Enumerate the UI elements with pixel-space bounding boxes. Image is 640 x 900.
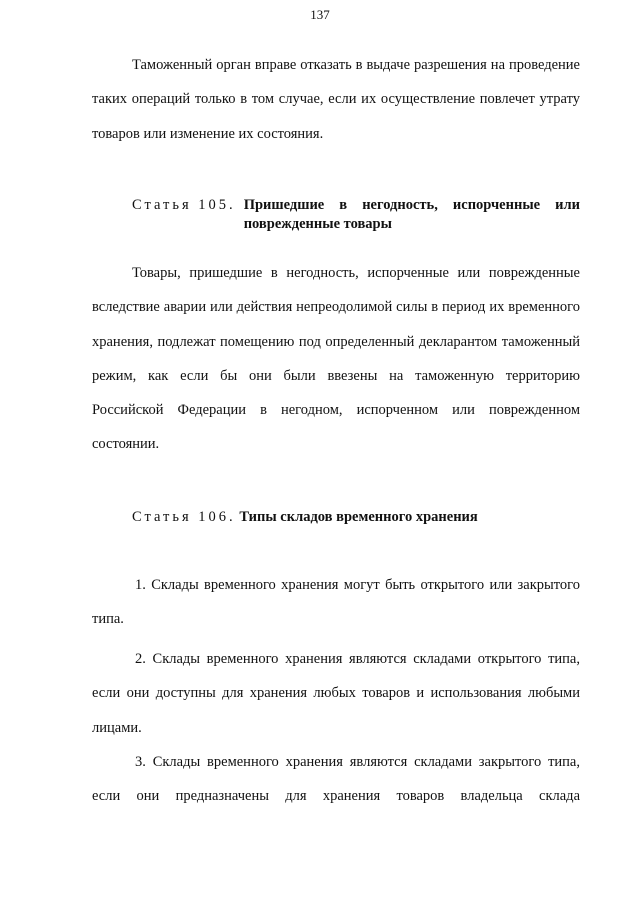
intro-paragraph: Таможенный орган вправе отказать в выдаче разрешения на проведение таких операций только в том случае, если их осуществление повлечет утрату товаров или изменение их состояния.: [92, 57, 580, 142]
article-106-item-1: 1. Склады временного хранения могут быть открытого или закрытого типа.: [92, 577, 580, 628]
article-105-heading: [132, 196, 580, 234]
article-105-title: [244, 196, 580, 234]
article-105-paragraph: Товары, пришедшие в негодность, испорченные или поврежденные вследствие аварии или действия непреодолимой силы в период их временного хранения, подлежат помещению под определенный декларантом таможенный режим, как если бы они были ввезены на таможенную территорию Российской Федерации в негодном, испорченном или поврежденном состоянии.: [92, 265, 580, 453]
article-106-prefix: Статья 106.: [132, 509, 236, 525]
article-106-title: Типы складов временного хранения: [239, 509, 478, 525]
article-105-title-line1: Пришедшие в негодность, испорченные или: [243, 197, 580, 213]
article-106-heading: [132, 508, 580, 527]
article-106-item-2: 2. Склады временного хранения являются складами открытого типа, если они доступны для хранения любых товаров и использования любыми лицами.: [92, 651, 580, 736]
article-106-item-3: 3. Склады временного хранения являются складами закрытого типа, если они предназначены для хранения товаров владельца склада: [92, 754, 580, 805]
article-105-title-line2: поврежденные товары: [243, 216, 392, 232]
article-105-prefix: Статья 105.: [132, 197, 236, 213]
page-number: 137: [310, 7, 330, 22]
